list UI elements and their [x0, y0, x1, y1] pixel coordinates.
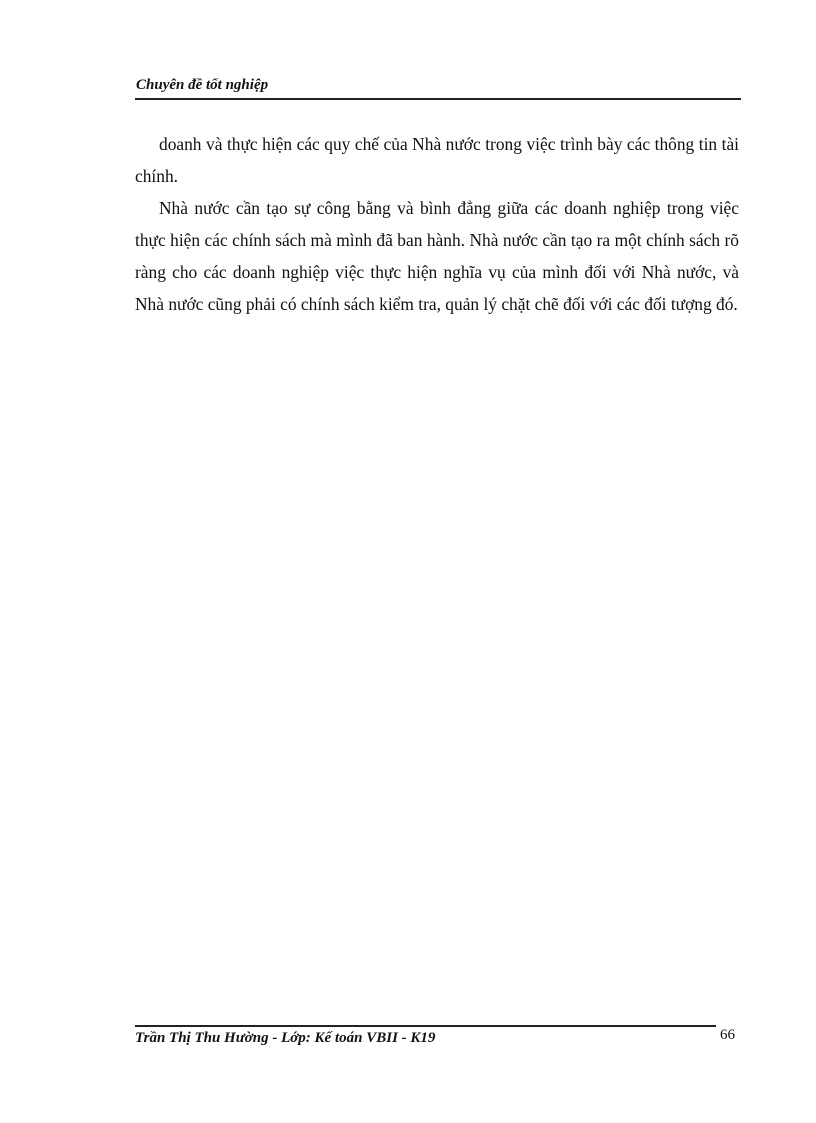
- page-header: [135, 76, 741, 100]
- paragraph-2: Nhà nước cần tạo sự công bằng và bình đẳng giữa các doanh nghiệp trong việc thực hiện các chính sách mà mình đã ban hành. Nhà nước cần tạo ra một chính sách rõ ràng cho các doanh nghiệp việc thực hiện nghĩa vụ của mình đối với Nhà nước, và Nhà nước cũng phải có chính sách kiểm tra, quản lý chặt chẽ đối với các đối tượng đó.: [135, 198, 739, 314]
- header-title: Chuyên đề tốt nghiệp: [136, 77, 269, 93]
- footer-divider: [135, 1025, 716, 1027]
- body-text: [135, 128, 739, 320]
- page-number: 66: [720, 1027, 735, 1043]
- footer-author: Trần Thị Thu Hường - Lớp: Kế toán VBII - K19: [135, 1030, 436, 1046]
- paragraph-1: doanh và thực hiện các quy chế của Nhà nước trong việc trình bày các thông tin tài chính.: [135, 134, 739, 186]
